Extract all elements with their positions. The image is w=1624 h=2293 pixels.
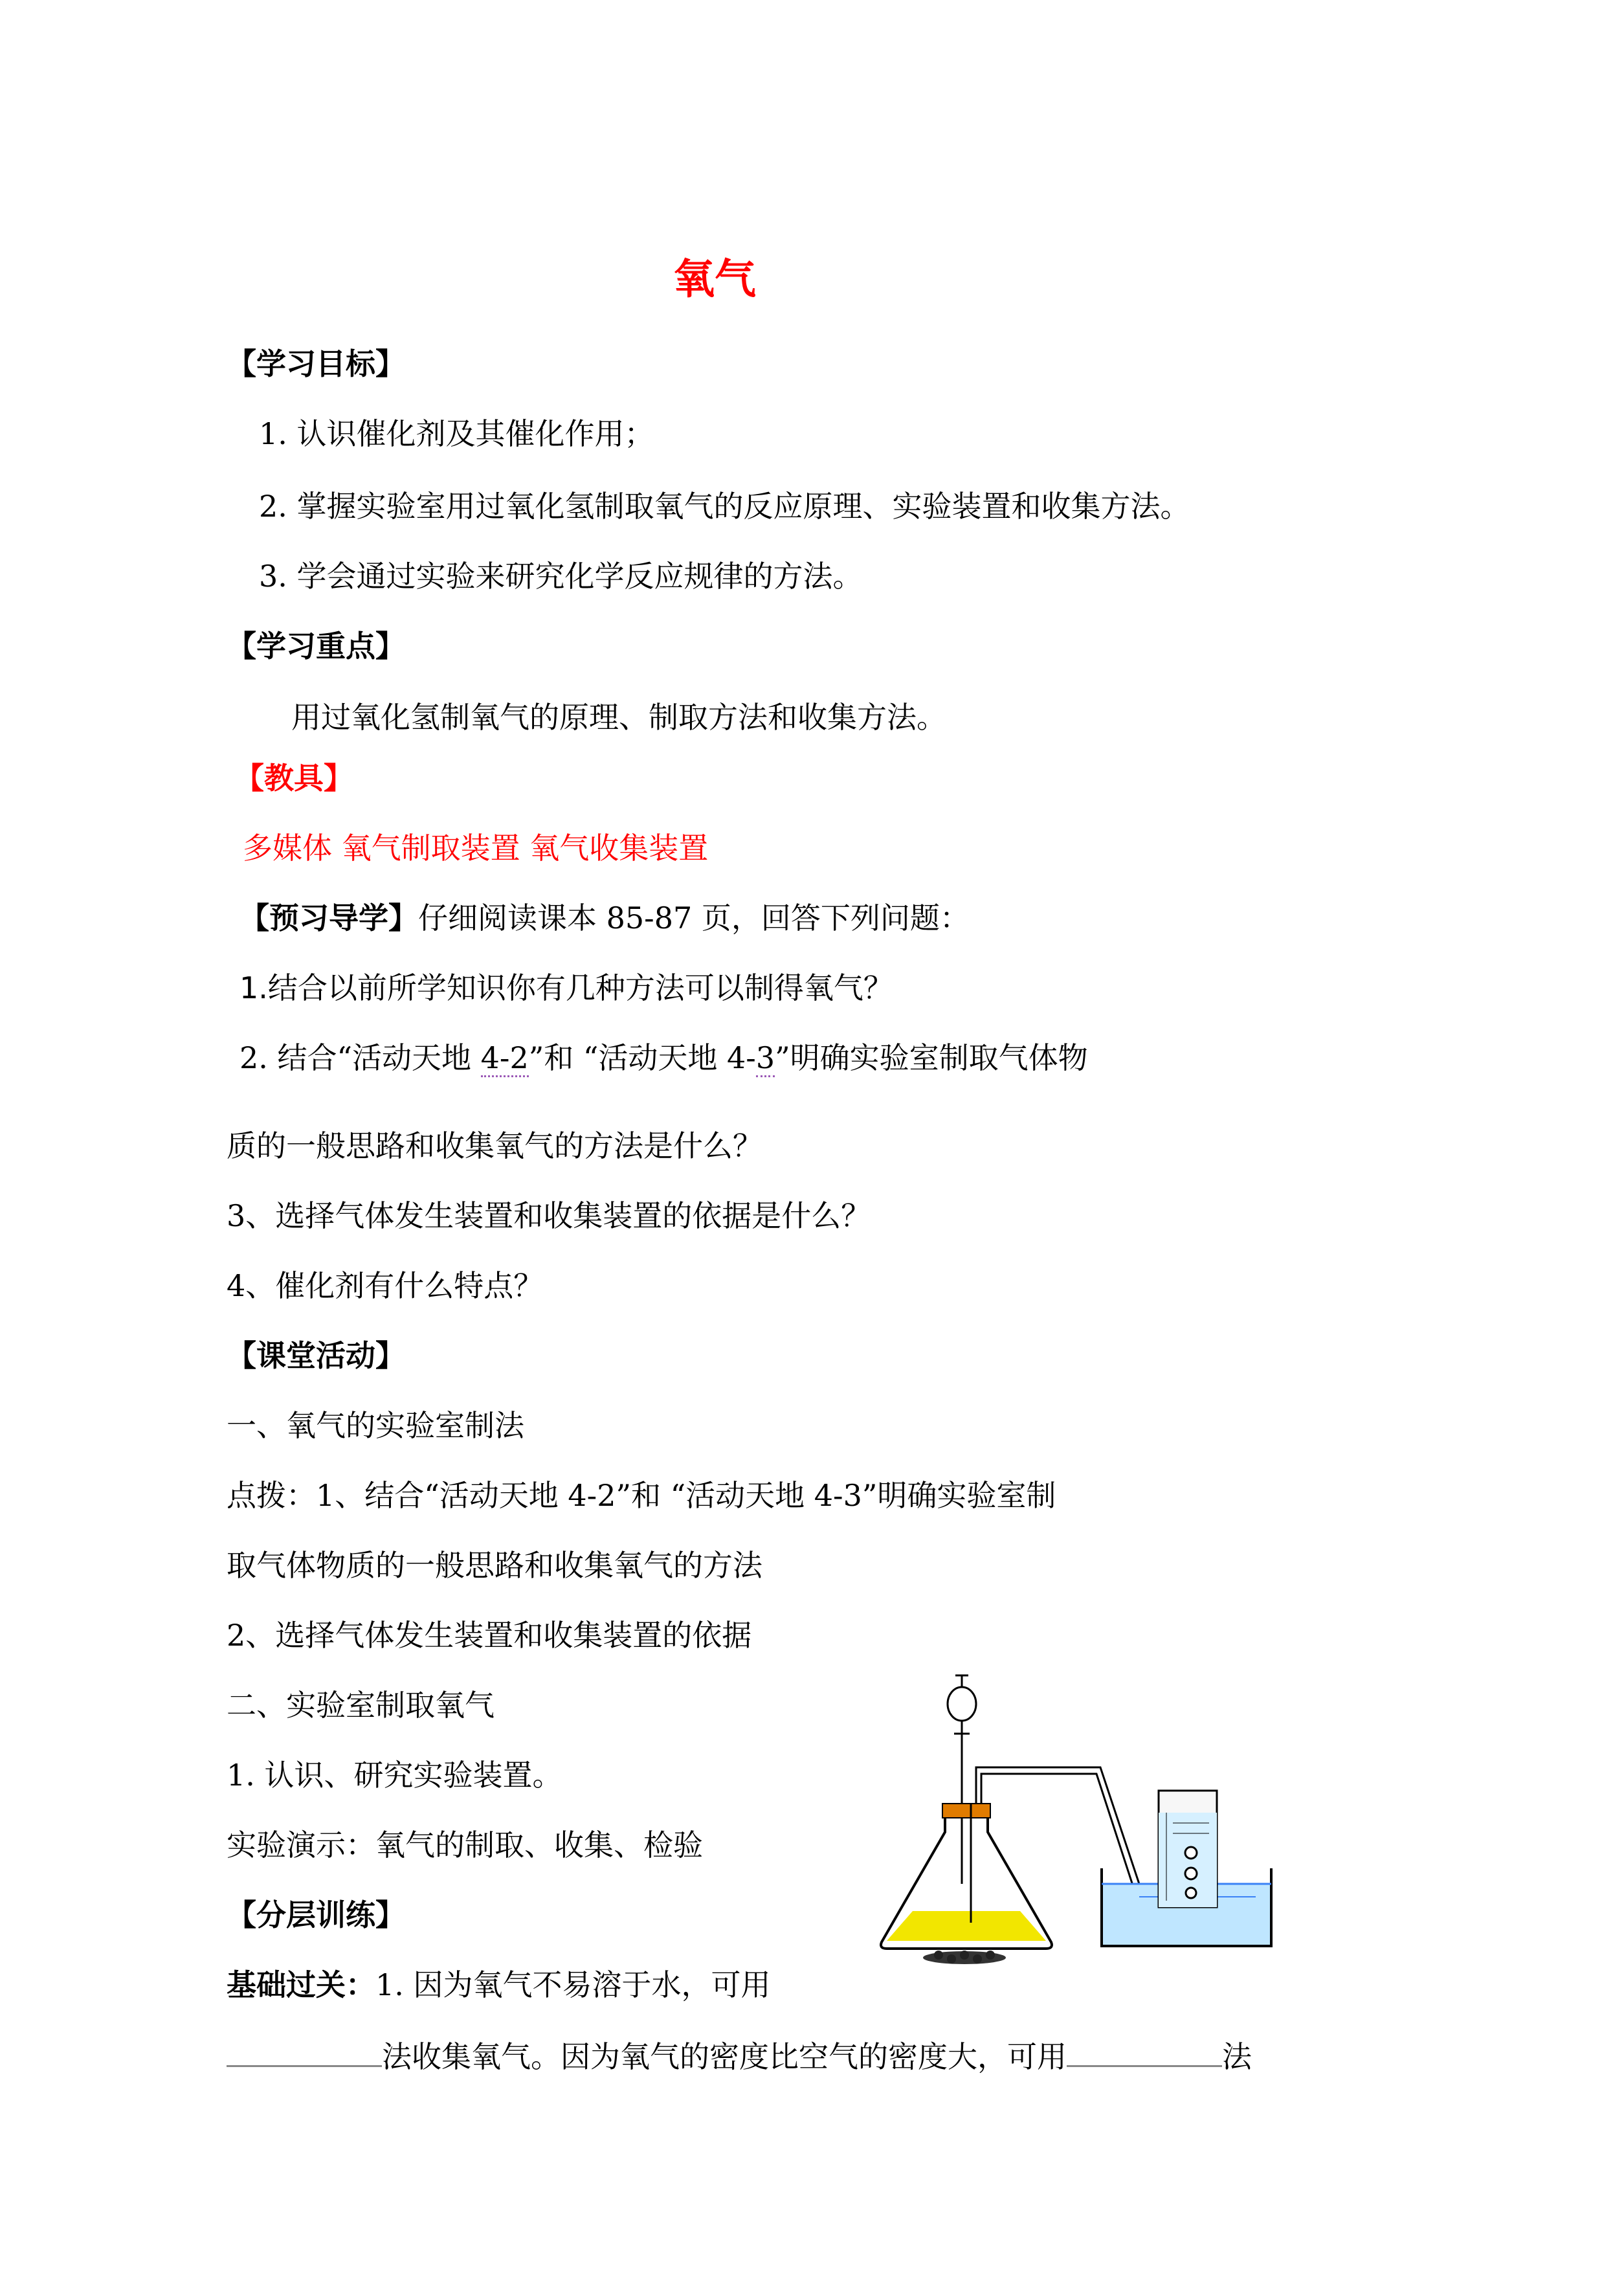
classroom-sec2: 二、实验室制取氧气: [227, 1688, 495, 1723]
classroom-item1: 1. 认识、研究实验装置。: [227, 1758, 562, 1793]
classroom-tip2: 2、选择气体发生装置和收集装置的依据: [227, 1618, 752, 1653]
training-basic-cont: [227, 2035, 1252, 2076]
preview-q2-ref1: 4-2: [481, 1040, 529, 1077]
preview-q2-cont: 质的一般思路和收集氧气的方法是什么？: [227, 1128, 762, 1163]
basic-question-1-mid: 法收集氧气。因为氧气的密度比空气的密度大，可用: [382, 2039, 1067, 2074]
oxygen-preparation-apparatus-icon: [867, 1670, 1282, 1968]
preview-q1: 1.结合以前所学知识你有几种方法可以制得氧气？: [239, 970, 893, 1005]
preview-q2-suffix: ”明确实验室制取气体物: [775, 1040, 1088, 1075]
classroom-heading: 【课堂活动】: [227, 1338, 405, 1373]
classroom-tip1-cont: 取气体物质的一般思路和收集氧气的方法: [227, 1548, 762, 1583]
preview-q3: 3、选择气体发生装置和收集装置的依据是什么？: [227, 1198, 871, 1233]
training-basic-line: [227, 1965, 771, 2004]
page-title: 氧气: [673, 255, 756, 304]
tools-text: 多媒体 氧气制取装置 氧气收集装置: [243, 831, 709, 866]
objective-item-3: 3. 学会通过实验来研究化学反应规律的方法。: [259, 559, 863, 594]
classroom-tip1: 点拨：1、结合“活动天地 4-2”和 “活动天地 4-3”明确实验室制: [227, 1478, 1056, 1513]
objectives-heading: 【学习目标】: [227, 346, 405, 381]
basic-question-1-end: 法: [1222, 2039, 1252, 2074]
preview-intro: 仔细阅读课本 85-87 页，回答下列问题：: [418, 900, 970, 935]
conical-flask: [881, 1804, 1052, 1964]
preview-q4: 4、催化剂有什么特点？: [227, 1268, 544, 1303]
fill-blank-1[interactable]: [227, 2035, 382, 2067]
fill-blank-2[interactable]: [1067, 2035, 1222, 2067]
preview-q2: [239, 1038, 1088, 1077]
preview-heading: 【预习导学】: [239, 900, 418, 935]
preview-line: [239, 899, 970, 937]
focus-text: 用过氧化氢制氧气的原理、制取方法和收集方法。: [291, 700, 946, 735]
preview-q2-ref2: 3: [756, 1040, 775, 1077]
classroom-sec1: 一、氧气的实验室制法: [227, 1408, 524, 1443]
training-heading: 【分层训练】: [227, 1897, 405, 1932]
objective-item-2: 2. 掌握实验室用过氧化氢制取氧气的反应原理、实验装置和收集方法。: [259, 489, 1190, 524]
basic-question-1: 1. 因为氧气不易溶于水，可用: [375, 1967, 771, 2002]
preview-q2-mid: ”和 “活动天地 4-: [528, 1040, 756, 1075]
basic-label: 基础过关：: [227, 1967, 375, 2002]
tools-heading: 【教具】: [234, 761, 353, 796]
classroom-demo: 实验演示：氧气的制取、收集、检验: [227, 1828, 703, 1862]
focus-heading: 【学习重点】: [227, 629, 405, 664]
gas-collecting-bottle: [1159, 1791, 1217, 1907]
preview-q2-prefix: 2. 结合“活动天地: [239, 1040, 481, 1075]
objective-item-1: 1. 认识催化剂及其催化作用；: [259, 416, 654, 451]
